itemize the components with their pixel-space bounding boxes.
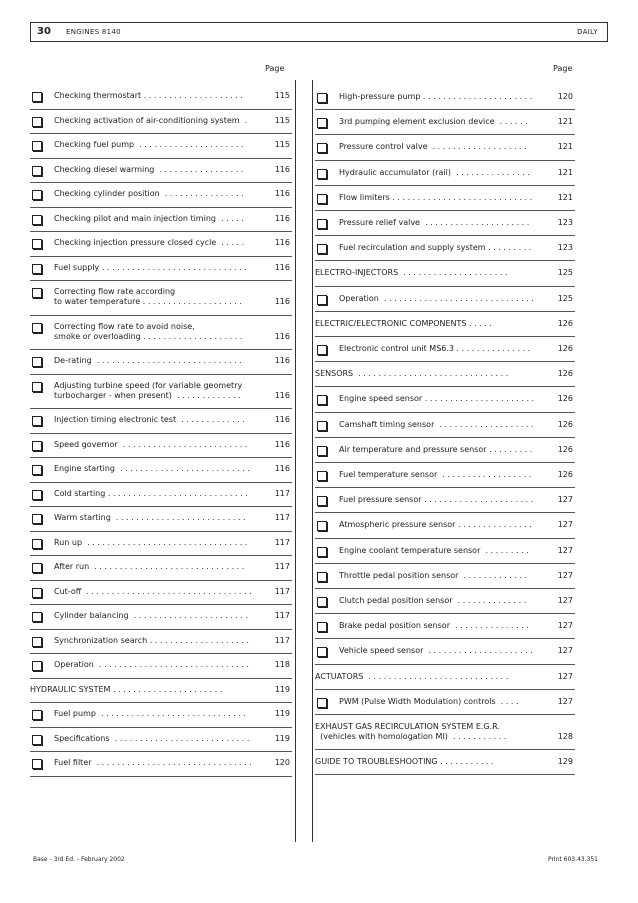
toc-entry-title	[339, 193, 532, 203]
toc-entry	[30, 654, 292, 679]
toc-page-number: 119	[274, 733, 290, 743]
checkbox-icon	[317, 622, 327, 632]
toc-entry-line: Pressure relief valve . . . . . . . . . . . . . . . . . . . . .	[339, 218, 530, 227]
toc-page-number: 126	[557, 444, 573, 454]
toc-section	[315, 750, 575, 775]
checkbox-icon	[317, 698, 327, 708]
toc-entry-line: Run up . . . . . . . . . . . . . . . . . . . . . . . . . . . . . . . .	[54, 537, 248, 547]
toc-entry-line: Checking fuel pump . . . . . . . . . . . . . . . . . . . . .	[54, 140, 244, 149]
toc-entry-line: Speed governor . . . . . . . . . . . . . . . . . . . . . . . . .	[54, 439, 248, 449]
toc-page-number: 117	[274, 586, 290, 596]
toc-entry-title	[54, 587, 252, 597]
checkbox-icon	[317, 244, 327, 254]
toc-entry-title	[339, 92, 532, 102]
toc-entry-line: De-rating . . . . . . . . . . . . . . . . . . . . . . . . . . . . .	[54, 356, 242, 365]
toc-entry-line: Electronic control unit MS6.3 . . . . . . . . . . . . . . .	[339, 344, 531, 353]
toc-entry-title	[54, 709, 246, 719]
toc-page-number: 121	[557, 142, 573, 152]
checkbox-icon	[32, 357, 42, 367]
print-code: Print 603.43.351	[547, 856, 598, 863]
toc-entry-line: Brake pedal position sensor . . . . . . . . . . . . . . .	[339, 621, 529, 631]
toc-page-number: 116	[274, 262, 290, 272]
manual-title: ENGINES 8140	[66, 28, 121, 36]
toc-entry-title	[339, 596, 526, 606]
toc-entry	[30, 703, 292, 728]
toc-page-number: 115	[274, 91, 290, 100]
column-divider-1	[295, 80, 296, 842]
toc-entry-title	[54, 356, 242, 366]
toc-entry	[30, 630, 292, 655]
toc-entry-title	[315, 672, 508, 682]
toc-entry-title	[315, 369, 508, 379]
toc-entry-title	[339, 218, 529, 228]
toc-entry	[315, 589, 575, 614]
toc-entry-title	[54, 734, 249, 744]
toc-page-number: 116	[274, 331, 290, 341]
checkbox-icon	[317, 169, 327, 179]
checkbox-icon	[32, 490, 42, 500]
checkbox-icon	[32, 465, 42, 475]
toc-page-number: 127	[557, 495, 573, 505]
toc-entry-title	[54, 116, 247, 126]
toc-entry-line: turbocharger - when present) . . . . . . . . . . . . .	[54, 390, 241, 400]
toc-page-number: 116	[274, 164, 290, 174]
toc-entry	[30, 134, 292, 159]
toc-entry-title	[339, 495, 533, 505]
toc-entry-line: 3rd pumping element exclusion device . . . . . .	[339, 117, 528, 127]
checkbox-icon	[317, 219, 327, 229]
toc-entry-line: Checking pilot and main injection timing . . . . .	[54, 213, 244, 223]
toc-entry	[30, 458, 292, 483]
toc-entry-line: Pressure control valve . . . . . . . . . . . . . . . . . . .	[339, 142, 527, 152]
toc-entry-line: to water temperature . . . . . . . . . . . . . . . . . . . .	[54, 297, 242, 306]
toc-entry-line: smoke or overloading . . . . . . . . . . . . . . . . . . . .	[54, 331, 243, 341]
toc-entry-title	[54, 513, 246, 523]
toc-page-number: 125	[557, 268, 573, 278]
toc-entry	[30, 183, 292, 208]
toc-entry-line: Fuel supply . . . . . . . . . . . . . . . . . . . . . . . . . . . . .	[54, 262, 247, 272]
toc-entry-line: Operation . . . . . . . . . . . . . . . . . . . . . . . . . . . . . .	[54, 660, 249, 669]
toc-page-number: 127	[557, 570, 573, 580]
toc-entry-title	[54, 165, 243, 175]
toc-page-number: 123	[557, 218, 573, 227]
toc-entry-title	[315, 722, 506, 742]
toc-entry-title	[54, 140, 243, 150]
toc-page-number: 117	[274, 611, 290, 620]
toc-entry	[30, 434, 292, 459]
toc-entry-title	[54, 214, 244, 224]
toc-section	[30, 679, 292, 704]
toc-page-number: 116	[274, 356, 290, 365]
checkbox-icon	[317, 446, 327, 456]
toc-entry-line: Checking thermostart . . . . . . . . . . . . . . . . . . . .	[54, 91, 243, 100]
toc-page-number: 121	[557, 117, 573, 127]
toc-section	[315, 312, 575, 337]
toc-entry-title	[54, 758, 252, 768]
toc-section	[315, 715, 575, 750]
toc-page-number: 127	[557, 520, 573, 530]
toc-entry	[315, 337, 575, 362]
edition-note: Base - 3rd Ed. - February 2002	[33, 856, 125, 863]
checkbox-icon	[32, 382, 42, 392]
toc-page-number: 116	[274, 439, 290, 449]
toc-page-number: 115	[274, 115, 290, 125]
toc-entry-title	[54, 322, 242, 342]
toc-entry	[30, 257, 292, 282]
toc-entry	[315, 463, 575, 488]
toc-entry	[30, 752, 292, 777]
toc-entry-title	[339, 344, 530, 354]
toc-page-number: 120	[557, 92, 573, 101]
toc-page-number: 125	[557, 293, 573, 303]
toc-entry	[30, 581, 292, 606]
toc-entry-line: SENSORS . . . . . . . . . . . . . . . . . . . . . . . . . . . . . .	[315, 369, 509, 379]
toc-entry	[30, 507, 292, 532]
toc-page-number: 115	[274, 140, 290, 149]
toc-page-number: 127	[557, 696, 573, 706]
toc-entry	[30, 208, 292, 233]
checkbox-icon	[32, 661, 42, 671]
toc-entry-title	[54, 464, 250, 474]
toc-entry-title	[339, 445, 532, 455]
toc-entry-title	[315, 319, 492, 329]
toc-entry-title	[54, 660, 249, 670]
toc-page-number: 127	[557, 545, 573, 555]
toc-entry-title	[54, 538, 247, 548]
toc-entry-title	[339, 117, 528, 127]
toc-entry-line: Checking injection pressure closed cycle . . . . .	[54, 238, 245, 247]
toc-entry-line: Cylinder balancing . . . . . . . . . . . . . . . . . . . . . . .	[54, 611, 249, 620]
toc-page-number: 117	[274, 513, 290, 522]
toc-page-number: 116	[274, 390, 290, 400]
toc-entry	[30, 532, 292, 557]
checkbox-icon	[317, 496, 327, 506]
toc-entry	[30, 556, 292, 581]
toc-entry-title	[54, 381, 242, 401]
toc-entry	[315, 161, 575, 186]
toc-entry-title	[315, 268, 508, 278]
toc-entry-line: Hydraulic accumulator (rail) . . . . . . . . . . . . . . .	[339, 167, 530, 177]
checkbox-icon	[32, 141, 42, 151]
toc-entry	[30, 605, 292, 630]
toc-page-number: 129	[557, 757, 573, 767]
checkbox-icon	[32, 514, 42, 524]
toc-entry-title	[54, 611, 248, 621]
toc-entry-line: Engine coolant temperature sensor . . . . . . . . .	[339, 545, 529, 555]
toc-page-number: 128	[557, 732, 573, 741]
checkbox-icon	[317, 471, 327, 481]
toc-entry-line: Checking activation of air-conditioning system .	[54, 115, 248, 125]
toc-page-number: 121	[557, 167, 573, 177]
toc-entry	[315, 513, 575, 538]
toc-entry-line: Fuel recirculation and supply system . . . . . . . . .	[339, 243, 532, 253]
toc-entry-title	[54, 91, 243, 101]
toc-entry-line: EXHAUST GAS RECIRCULATION SYSTEM E.G.R.	[315, 722, 500, 731]
toc-section	[315, 362, 575, 387]
toc-entry	[315, 236, 575, 261]
checkbox-icon	[32, 215, 42, 225]
toc-entry-line: Flow limiters . . . . . . . . . . . . . . . . . . . . . . . . . . . .	[339, 192, 533, 202]
toc-entry-title	[30, 685, 222, 695]
toc-entry-title	[339, 697, 519, 707]
toc-entry-title	[54, 415, 245, 425]
toc-entry-title	[315, 757, 494, 767]
page-column-label-left: Page	[265, 64, 285, 73]
toc-entry-line: Correcting flow rate according	[54, 287, 176, 296]
toc-page-number: 126	[557, 470, 573, 479]
toc-entry	[30, 110, 292, 135]
checkbox-icon	[317, 572, 327, 582]
checkbox-icon	[32, 288, 42, 298]
toc-page-number: 116	[274, 238, 290, 247]
toc-page-number: 116	[274, 297, 290, 306]
toc-entry-line: Checking diesel warming . . . . . . . . . . . . . . . . .	[54, 164, 244, 174]
checkbox-icon	[317, 395, 327, 405]
checkbox-icon	[317, 194, 327, 204]
checkbox-icon	[32, 239, 42, 249]
toc-entry-line: Fuel temperature sensor . . . . . . . . . . . . . . . . . .	[339, 470, 532, 479]
checkbox-icon	[317, 345, 327, 355]
toc-page-number: 117	[274, 562, 290, 571]
toc-entry	[30, 483, 292, 508]
checkbox-icon	[317, 647, 327, 657]
toc-entry-title	[339, 646, 533, 656]
toc-entry	[315, 387, 575, 412]
toc-entry-title	[54, 440, 247, 450]
checkbox-icon	[317, 118, 327, 128]
toc-entry-line: Warm starting . . . . . . . . . . . . . . . . . . . . . . . . . .	[54, 513, 246, 522]
toc-entry-line: Fuel pump . . . . . . . . . . . . . . . . . . . . . . . . . . . . .	[54, 709, 246, 718]
toc-entry-line: Engine starting . . . . . . . . . . . . . . . . . . . . . . . . . .	[54, 464, 250, 473]
page-number: 30	[37, 26, 51, 37]
toc-entry-line: ELECTRIC/ELECTRONIC COMPONENTS . . . . .	[315, 318, 492, 328]
toc-entry	[315, 488, 575, 513]
checkbox-icon	[317, 547, 327, 557]
toc-entry-line: Specifications . . . . . . . . . . . . . . . . . . . . . . . . . . .	[54, 733, 250, 743]
toc-entry-line: Fuel pressure sensor . . . . . . . . . . . . . . . . . . . . . .	[339, 495, 534, 505]
checkbox-icon	[32, 759, 42, 769]
checkbox-icon	[317, 295, 327, 305]
toc-entry-title	[339, 142, 527, 152]
checkbox-icon	[32, 563, 42, 573]
toc-entry-line: Air temperature and pressure sensor . . . . . . . . .	[339, 444, 533, 454]
checkbox-icon	[32, 735, 42, 745]
toc-entry	[315, 539, 575, 564]
toc-entry	[30, 159, 292, 184]
toc-entry-line: Camshaft timing sensor . . . . . . . . . . . . . . . . . . .	[339, 419, 534, 429]
toc-page-number: 117	[274, 537, 290, 547]
toc-entry	[30, 350, 292, 375]
toc-page-number: 126	[557, 394, 573, 404]
checkbox-icon	[32, 190, 42, 200]
toc-page-number: 117	[274, 488, 290, 498]
toc-page-number: 127	[557, 671, 573, 681]
toc-entry-line: Engine speed sensor . . . . . . . . . . . . . . . . . . . . . .	[339, 394, 535, 404]
toc-entry	[315, 413, 575, 438]
toc-page-number: 126	[557, 369, 573, 379]
toc-entry	[30, 728, 292, 753]
toc-page-number: 126	[557, 344, 573, 353]
toc-page-number: 121	[557, 192, 573, 202]
toc-entry-line: Fuel filter . . . . . . . . . . . . . . . . . . . . . . . . . . . . . . .	[54, 758, 252, 767]
toc-entry-line: (vehicles with homologation MI) . . . . . . . . . . .	[315, 732, 507, 741]
toc-page-number: 119	[274, 684, 290, 694]
toc-entry-title	[54, 189, 244, 199]
toc-entry-line: Correcting flow rate to avoid noise,	[54, 321, 195, 331]
toc-entry-title	[339, 294, 534, 304]
toc-page-number: 127	[557, 596, 573, 605]
toc-page-number: 116	[274, 213, 290, 223]
toc-entry-line: Atmospheric pressure sensor . . . . . . . . . . . . . . .	[339, 520, 532, 530]
toc-section	[315, 665, 575, 690]
toc-entry	[315, 110, 575, 135]
toc-entry	[315, 690, 575, 715]
toc-entry-title	[339, 571, 527, 581]
toc-entry-line: Throttle pedal position sensor . . . . . . . . . . . . .	[339, 570, 528, 580]
page-column-label-right: Page	[553, 64, 573, 73]
toc-page-number: 120	[274, 758, 290, 767]
toc-entry-line: Clutch pedal position sensor . . . . . . . . . . . . . .	[339, 596, 527, 605]
toc-entry-line: After run . . . . . . . . . . . . . . . . . . . . . . . . . . . . . .	[54, 562, 245, 571]
column-divider-2	[312, 80, 313, 842]
checkbox-icon	[32, 710, 42, 720]
toc-entry-title	[339, 420, 534, 430]
checkbox-icon	[32, 264, 42, 274]
toc-entry-line: Cold starting . . . . . . . . . . . . . . . . . . . . . . . . . . . .	[54, 488, 248, 498]
toc-entry	[315, 287, 575, 312]
toc-entry-line: Operation . . . . . . . . . . . . . . . . . . . . . . . . . . . . . .	[339, 293, 534, 303]
toc-entry-line: Vehicle speed sensor . . . . . . . . . . . . . . . . . . . . .	[339, 646, 533, 656]
toc-entry-line: ELECTRO-INJECTORS . . . . . . . . . . . . . . . . . . . . .	[315, 268, 508, 278]
toc-entry	[315, 135, 575, 160]
model-label: DAILY	[577, 28, 598, 36]
checkbox-icon	[32, 588, 42, 598]
toc-page-number: 123	[557, 243, 573, 253]
toc-section	[315, 261, 575, 286]
toc-entry	[30, 281, 292, 316]
toc-entry-title	[54, 489, 248, 499]
toc-entry-title	[339, 546, 529, 556]
checkbox-icon	[32, 323, 42, 333]
toc-entry	[315, 639, 575, 664]
checkbox-icon	[32, 612, 42, 622]
checkbox-icon	[32, 166, 42, 176]
checkbox-icon	[32, 539, 42, 549]
toc-entry	[315, 438, 575, 463]
toc-entry	[315, 564, 575, 589]
toc-page-number: 116	[274, 415, 290, 424]
toc-entry-line: Checking cylinder position . . . . . . . . . . . . . . . .	[54, 189, 244, 198]
checkbox-icon	[317, 421, 327, 431]
toc-entry-title	[339, 470, 531, 480]
toc-entry-title	[339, 621, 529, 631]
toc-entry	[30, 232, 292, 257]
toc-page-number: 116	[274, 464, 290, 473]
checkbox-icon	[317, 143, 327, 153]
toc-page-number: 126	[557, 318, 573, 328]
toc-entry-line: Synchronization search . . . . . . . . . . . . . . . . . . . .	[54, 635, 249, 645]
toc-page-number: 119	[274, 709, 290, 718]
toc-page-number: 117	[274, 635, 290, 645]
toc-page-number: 118	[274, 660, 290, 669]
toc-entry-title	[339, 394, 534, 404]
toc-entry-title	[339, 243, 531, 253]
toc-entry-title	[54, 263, 247, 273]
checkbox-icon	[317, 597, 327, 607]
checkbox-icon	[32, 117, 42, 127]
toc-entry	[30, 409, 292, 434]
toc-entry-title	[54, 636, 249, 646]
toc-entry-line: High-pressure pump . . . . . . . . . . . . . . . . . . . . . .	[339, 92, 533, 101]
toc-page-number: 116	[274, 189, 290, 198]
toc-page-number: 126	[557, 419, 573, 429]
toc-page-number: 127	[557, 646, 573, 656]
toc-entry-line: ACTUATORS . . . . . . . . . . . . . . . . . . . . . . . . . . . .	[315, 671, 509, 681]
toc-entry-line: HYDRAULIC SYSTEM . . . . . . . . . . . . . . . . . . . . . .	[30, 684, 223, 694]
toc-entry-line: PWM (Pulse Width Modulation) controls . . . .	[339, 696, 519, 706]
checkbox-icon	[32, 441, 42, 451]
toc-entry	[315, 211, 575, 236]
toc-page-number: 127	[557, 621, 573, 631]
checkbox-icon	[32, 637, 42, 647]
checkbox-icon	[32, 416, 42, 426]
toc-entry	[315, 186, 575, 211]
toc-entry	[30, 316, 292, 351]
toc-entry-line: Adjusting turbine speed (for variable geometry	[54, 380, 243, 390]
toc-entry	[30, 85, 292, 110]
toc-entry	[30, 375, 292, 410]
checkbox-icon	[32, 92, 42, 102]
toc-entry	[315, 85, 575, 110]
toc-entry-title	[339, 168, 530, 178]
toc-entry-title	[339, 520, 532, 530]
toc-entry-line: Cut-off . . . . . . . . . . . . . . . . . . . . . . . . . . . . . . . . .	[54, 586, 252, 596]
toc-entry-line: Injection timing electronic test . . . . . . . . . . . . .	[54, 415, 245, 424]
toc-entry-line: GUIDE TO TROUBLESHOOTING . . . . . . . . . . .	[315, 757, 494, 767]
checkbox-icon	[317, 93, 327, 103]
toc-entry-title	[54, 287, 242, 307]
toc-entry-title	[54, 238, 244, 248]
toc-entry	[315, 614, 575, 639]
checkbox-icon	[317, 521, 327, 531]
toc-entry-title	[54, 562, 244, 572]
